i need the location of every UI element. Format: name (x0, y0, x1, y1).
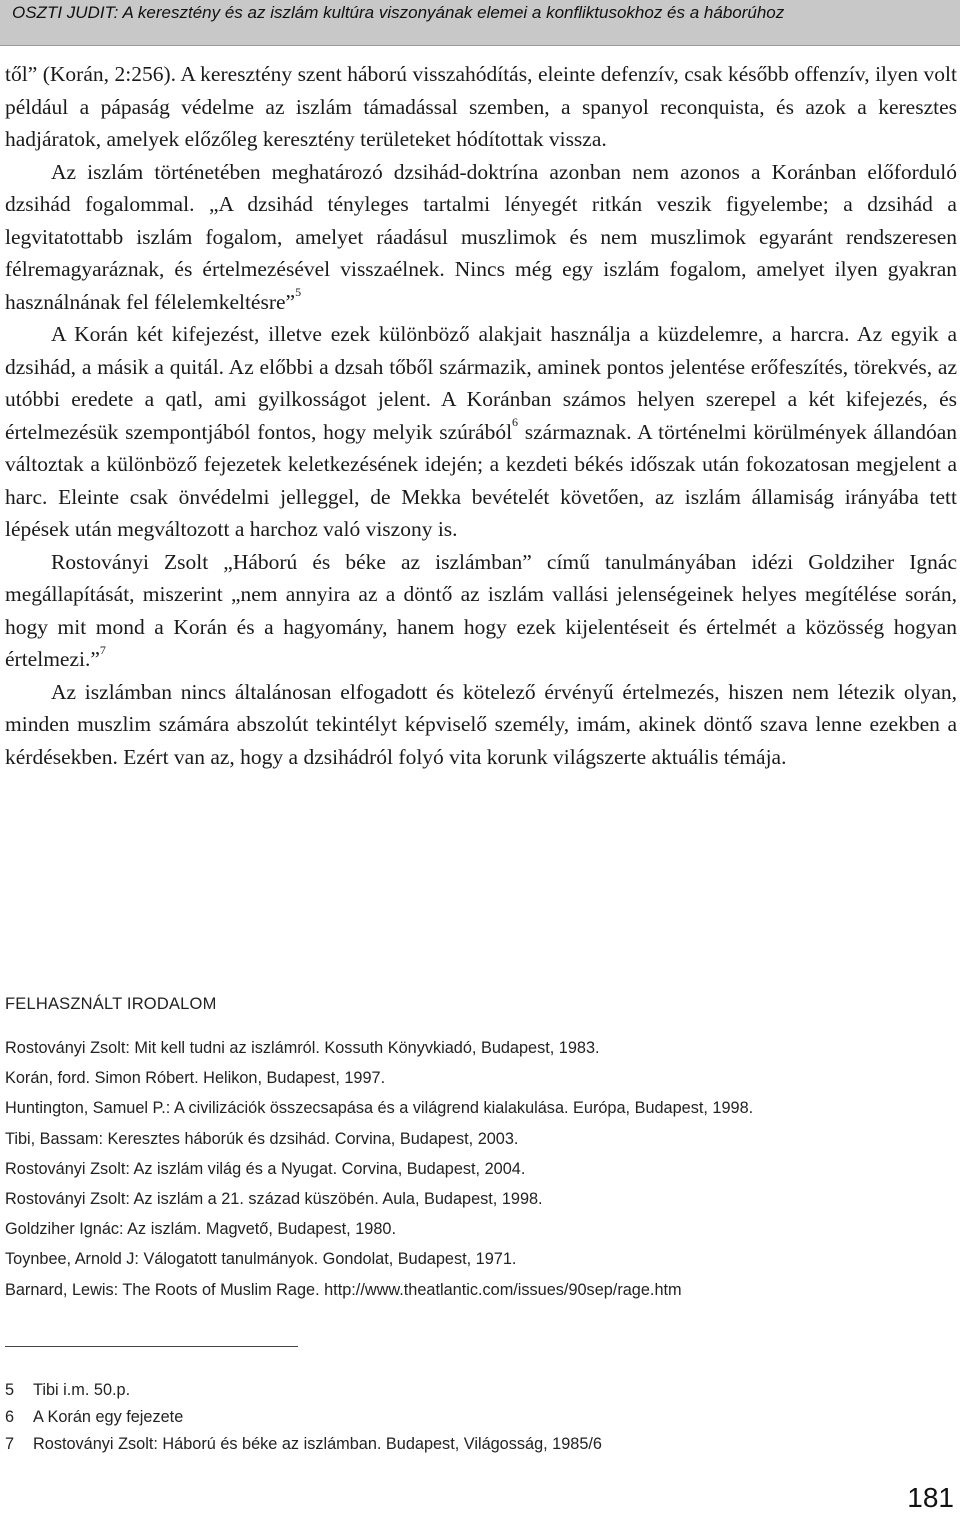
paragraph-1-text: től” (Korán, 2:256). A keresztény szent háború visszahódítás, eleinte defenzív, csak később offenzív, ilyen volt például a pápaság védelme az iszlám támadással szemben, a spanyol reconquista, és azok a keresztes hadjáratok, amelyek előzőleg keresztény területeket hódítottak vissza. (5, 62, 957, 151)
footnote-divider (5, 1346, 298, 1347)
footnotes-list (5, 1377, 905, 1459)
footnote-number: 7 (5, 1435, 15, 1454)
footnote-item (5, 1431, 905, 1458)
page-number: 181 (907, 1482, 954, 1513)
paragraph-4 (5, 546, 957, 676)
footnote-text: Rostoványi Zsolt: Háború és béke az iszlámban. Budapest, Világosság, 1985/6 (33, 1435, 602, 1454)
paragraph-3-text-b: származnak. A történelmi körülmények állandóan változtak a különböző fejezetek keletkezésének idején; a kezdeti békés időszak után fokozatosan megjelent a harc. Eleinte csak önvédelmi jelleggel, de Mekka bevételét követően, az iszlám államiság irányába tett lépések után megváltozott a harchoz való viszony is. (5, 419, 957, 541)
bibliography-item: Huntington, Samuel P.: A civilizációk összecsapása és a világrend kialakulása. Európa, Budapest, 1998. (5, 1099, 754, 1118)
paragraph-3 (5, 318, 957, 546)
footnote-number: 6 (5, 1408, 15, 1427)
footnote-item (5, 1404, 905, 1431)
paragraph-5-text: Az iszlámban nincs általánosan elfogadott és kötelező érvényű értelmezés, hiszen nem létezik olyan, minden muszlim számára abszolút tekintélyt képviselő személy, imám, akinek döntő szava lenne ezekben a kérdésekben. Ezért van az, hogy a dzsihádról folyó vita korunk világszerte aktuális témája. (5, 679, 957, 769)
bibliography-item: Goldziher Ignác: Az iszlám. Magvető, Budapest, 1980. (5, 1220, 396, 1239)
bibliography-item: Rostoványi Zsolt: Mit kell tudni az iszlámról. Kossuth Könyvkiadó, Budapest, 1983. (5, 1039, 600, 1057)
paragraph-2-text: Az iszlám történetében meghatározó dzsihád-doktrína azonban nem azonos a Koránban előforduló dzsihád fogalommal. (5, 159, 957, 216)
bibliography-list (5, 1033, 957, 1305)
paragraph-1 (5, 58, 957, 156)
paragraph-3-text-a: A Korán két kifejezést, illetve ezek különböző alakjait használja a küzdelemre, a harcra. Az egyik a dzsihád, a másik a quitál. Az előbbi a dzsah tőből származik, aminek pontos jelentése erőfeszítés, törekvés, az utóbbi eredete a qatl, ami gyilkosságot jelent. A Koránban számos helyen szerepel a két kifejezés, és értelmezésük szempontjából fontos, hogy melyik szúrából (5, 322, 957, 444)
footnote-number: 5 (5, 1381, 15, 1399)
bibliography-item: Rostoványi Zsolt: Az iszlám a 21. század küszöbén. Aula, Budapest, 1998. (5, 1190, 543, 1209)
bibliography-title: FELHASZNÁLT IRODALOM (5, 995, 217, 1013)
bibliography-item: Barnard, Lewis: The Roots of Muslim Rage. http://www.theatlantic.com/issues/90sep/rage.htm (5, 1280, 682, 1299)
running-title: OSZTI JUDIT: A keresztény és az iszlám kultúra viszonyának elemei a konfliktusokhoz és a háborúhoz (12, 3, 785, 22)
footnote-item (5, 1377, 905, 1404)
article-body (5, 58, 957, 773)
bibliography-item: Korán, ford. Simon Róbert. Helikon, Budapest, 1997. (5, 1069, 386, 1088)
quote-dzsihad: „A dzsihád tényleges tartalmi lényegét ritkán veszik figyelembe; a dzsihád a legvitatottabb iszlám fogalom, amelyet ráadásul muszlimok és nem muszlimok egyaránt rendszeresen félremagyaráznak, és értelmezésével visszaélnek. Nincs még egy iszlám fogalom, amelyet ilyen gyakran használnának fel félelemkeltésre” (5, 192, 957, 314)
footnote-ref-6[interactable]: 6 (512, 415, 519, 430)
footnote-ref-7[interactable]: 7 (99, 642, 106, 657)
footnote-ref-5[interactable]: 5 (295, 285, 302, 300)
bibliography-item: Toynbee, Arnold J: Válogatott tanulmányok. Gondolat, Budapest, 1971. (5, 1250, 517, 1269)
bibliography-item: Tibi, Bassam: Keresztes háborúk és dzsihád. Corvina, Budapest, 2003. (5, 1129, 519, 1148)
footnote-text: Tibi i.m. 50.p. (33, 1381, 131, 1399)
paragraph-5 (5, 676, 957, 774)
paragraph-2 (5, 156, 957, 319)
footnote-text: A Korán egy fejezete (33, 1408, 184, 1427)
paragraph-4-text: Rostoványi Zsolt „Háború és béke az iszlámban” című tanulmányában idézi Goldziher Ignác megállapítását, miszerint „nem annyira az a döntő az iszlám vallási jelenségeinek helyes megítélése során, hogy mit mond a Korán és a hagyomány, hanem hogy ezek kijelentéseit és értelmét a közösség hogyan értelmezi.” (5, 549, 957, 671)
running-header (0, 0, 960, 46)
bibliography-item: Rostoványi Zsolt: Az iszlám világ és a Nyugat. Corvina, Budapest, 2004. (5, 1159, 526, 1178)
